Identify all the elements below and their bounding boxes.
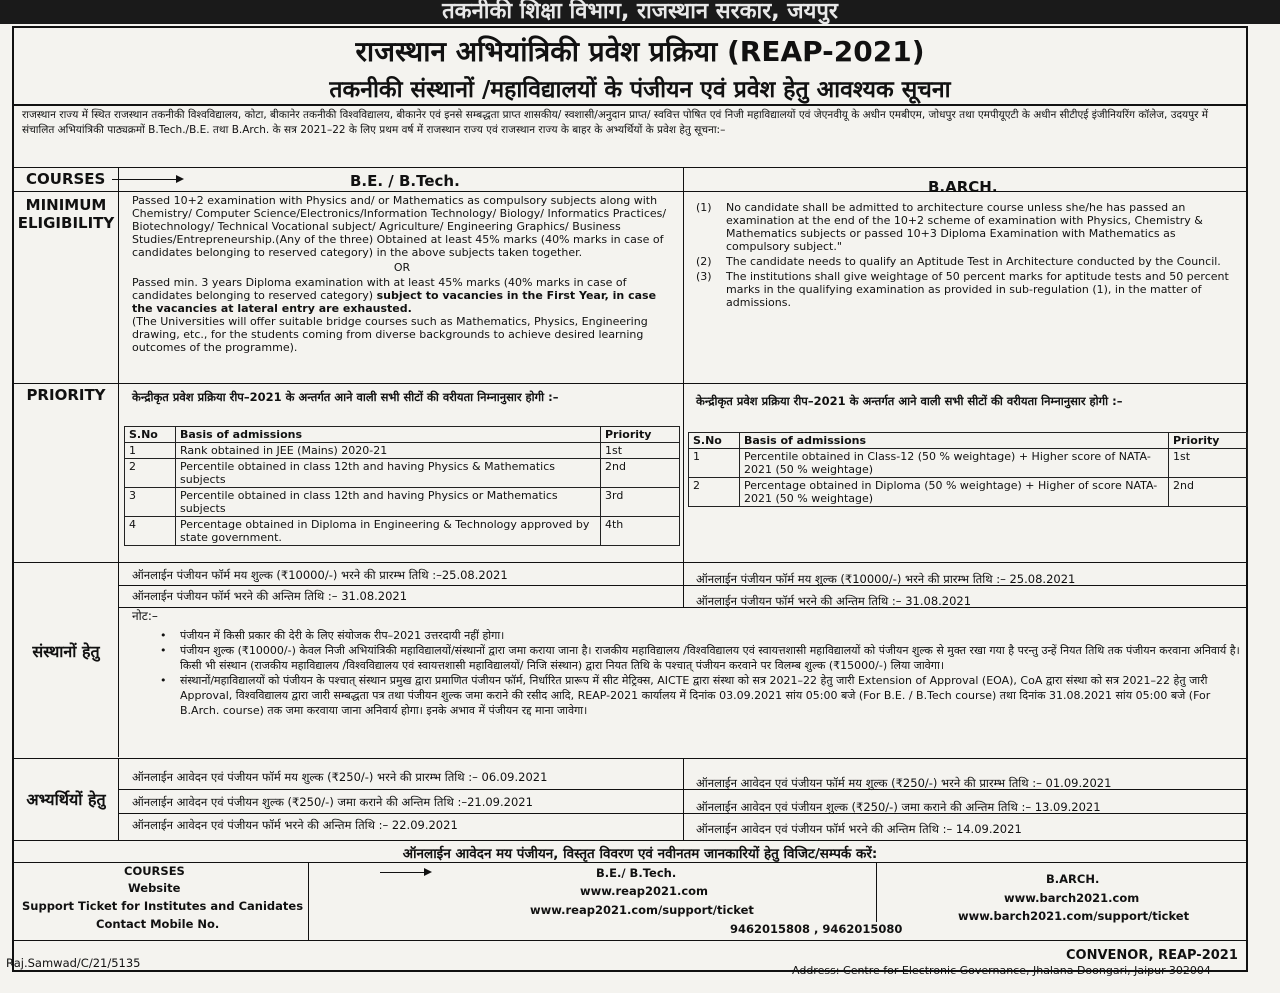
table-row	[689, 478, 1248, 507]
department-banner: तकनीकी शिक्षा विभाग, राजस्थान सरकार, जयपुर	[0, 0, 1280, 24]
contact-divider	[876, 862, 877, 922]
cell-basis: Percentage obtained in Diploma in Engineering & Technology approved by state government.	[176, 517, 601, 546]
table-row	[125, 459, 680, 488]
cell-sno: 2	[689, 478, 740, 507]
convenor-signature: CONVENOR, REAP-2021	[1066, 948, 1238, 963]
cand-btech-start: ऑनलाईन आवेदन एवं पंजीयन फॉर्म मय शुल्क (₹250/-) भरने की प्रारम्भ तिथि :– 06.09.2021	[132, 770, 548, 784]
cell-sno: 1	[125, 443, 176, 459]
row-divider	[12, 940, 1248, 941]
contact-website-label: Website	[128, 881, 181, 895]
row-divider	[12, 383, 1248, 384]
col-sno: S.No	[125, 427, 176, 443]
row-divider	[12, 167, 1248, 168]
row-divider	[12, 191, 1248, 192]
diploma-bold-text: subject to vacancies in the First Year, in case the vacancies at lateral entry are exhausted.	[132, 289, 657, 315]
table-row	[125, 443, 680, 459]
office-address: Address: Centre for Electronic Governance, Jhalana Doongari, Jaipur-302004	[792, 964, 1211, 977]
btech-column-header: B.E. / B.Tech.	[350, 172, 460, 190]
cand-barch-fee-end: ऑनलाईन आवेदन एवं पंजीयन शुल्क (₹250/-) जमा कराने की अन्तिम तिथि :– 13.09.2021	[696, 800, 1101, 814]
institute-notes	[160, 628, 1250, 718]
table-row	[689, 449, 1248, 478]
contact-divider	[308, 862, 309, 940]
list-item: • संस्थानों/महाविद्यालयों को पंजीयन के पश्चात् संस्थान प्रमुख द्वारा प्रमाणित पंजीयन फॉर्म, निर्धारित प्रारूप में सीट मेट्रिक्स, AICTE द्वारा संस्था को सत्र 2021–22 हेतु जारी Extension of Approval (EOA), CoA द्वारा संस्था को सत्र 2021–22 हेतु जारी Approval, विश्वविद्यालय द्वारा जारी सम्बद्धता पत्र तथा पंजीयन शुल्क जमा कराने की रसीद आदि, REAP-2021 कार्यालय में दिनांक 03.09.2021 सांय 05:00 बजे (For B.E. / B.Tech course) तथा दिनांक 31.08.2021 सांय 05:00 बजे (For B.Arch. course) तक जमा करवाया जाना अनिवार्य होगा। इनके अभाव में पंजीयन रद्द माना जावेगा।	[160, 673, 1250, 718]
cell-priority: 1st	[601, 443, 680, 459]
col-priority: Priority	[601, 427, 680, 443]
row-divider	[118, 813, 1248, 814]
note-text: पंजीयन शुल्क (₹10000/-) केवल निजी अभियांत्रिकी महाविद्यालयों/संस्थानों द्वारा जमा कराया जाना है। राजकीय महाविद्यालय /विश्वविद्यालय एवं स्वायत्तशासी महाविद्यालयों को पंजीयन शुल्क से मुक्त रखा गया है परन्तु उन्हें नियत तिथि तक पंजीयन करवाना अनिवार्य है। किसी भी संस्थान (राजकीय महाविद्यालय /विश्वविद्यालय एवं स्वायत्तशासी महाविद्यालयों/ निजि संस्थान) द्वारा नियत तिथि के पश्चात् पंजीयन करवाने पर विलम्ब शुल्क (₹15000/-) लिया जावेगा।	[180, 644, 1240, 672]
cell-priority: 3rd	[601, 488, 680, 517]
divider	[12, 104, 1248, 106]
cand-btech-form-end: ऑनलाईन आवेदन एवं पंजीयन फॉर्म भरने की अन्तिम तिथि :– 22.09.2021	[132, 818, 458, 832]
col-basis: Basis of admissions	[740, 433, 1169, 449]
barch-eligibility	[696, 201, 1242, 311]
list-text: No candidate shall be admitted to architecture course unless she/he has passed an examination at the end of the 10+2 scheme of examination with Physics, Chemistry & Mathematics subjects or passed 10+3 Diploma Examination with Mathematics as compulsory subject."	[726, 201, 1203, 253]
row-divider	[118, 789, 1248, 790]
cell-priority: 1st	[1169, 449, 1248, 478]
list-number: (3)	[696, 270, 712, 283]
barch-priority-intro: केन्द्रीकृत प्रवेश प्रक्रिया रीप–2021 के अन्तर्गत आने वाली सभी सीटों की वरीयता निम्नानुसार होगी :–	[696, 394, 1123, 408]
bridge-course-note: (The Universities will offer suitable bridge courses such as Mathematics, Physics, Engineering drawing, etc., for the students coming from diverse backgrounds to achieve desired learning outcomes of the programme).	[132, 315, 648, 354]
row-divider	[12, 562, 1248, 563]
cell-priority: 2nd	[601, 459, 680, 488]
btech-eligibility-12th: Passed 10+2 examination with Physics and/ or Mathematics as compulsory subjects along with Chemistry/ Computer Science/Electronics/Information Technology/ Biology/ Informatics Practices/ Biotechnology/ Technical Vocational subject/ Agriculture/ Engineering Graphics/ Business Studies/Entrepreneurship.(Any of the three) Obtained at least 45% marks (40% marks in case of candidates belonging to reserved category) in the above subjects taken together.	[132, 194, 667, 259]
cand-btech-fee-end: ऑनलाईन आवेदन एवं पंजीयन शुल्क (₹250/-) जमा कराने की अन्तिम तिथि :–21.09.2021	[132, 795, 533, 809]
priority-label: PRIORITY	[26, 386, 106, 404]
barch-column-header: B.ARCH.	[928, 178, 998, 196]
cell-sno: 3	[125, 488, 176, 517]
cell-basis: Percentage obtained in Diploma (50 % weightage) + Higher of score NATA-2021 (50 % weightage)	[740, 478, 1169, 507]
cell-basis: Percentile obtained in class 12th and having Physics or Mathematics subjects	[176, 488, 601, 517]
contact-mobile-label: Contact Mobile No.	[96, 917, 220, 931]
btech-website-link[interactable]: www.reap2021.com	[580, 884, 709, 898]
institutes-label: संस्थानों हेतु	[32, 642, 100, 661]
cell-priority: 2nd	[1169, 478, 1248, 507]
course-column-divider	[683, 758, 684, 840]
cell-basis: Percentile obtained in class 12th and having Physics & Mathematics subjects	[176, 459, 601, 488]
list-item: • पंजीयन शुल्क (₹10000/-) केवल निजी अभियांत्रिकी महाविद्यालयों/संस्थानों द्वारा जमा कराया जाना है। राजकीय महाविद्यालय /विश्वविद्यालय एवं स्वायत्तशासी महाविद्यालयों को पंजीयन शुल्क से मुक्त रखा गया है परन्तु उन्हें नियत तिथि तक पंजीयन करवाना अनिवार्य है। किसी भी संस्थान (राजकीय महाविद्यालय /विश्वविद्यालय एवं स्वायत्तशासी महाविद्यालयों/ निजि संस्थान) द्वारा नियत तिथि के पश्चात् पंजीयन करवाने पर विलम्ब शुल्क (₹15000/-) लिया जावेगा।	[160, 643, 1250, 673]
row-divider	[118, 585, 1248, 586]
cell-basis: Percentile obtained in Class-12 (50 % weightage) + Higher score of NATA-2021 (50 % weightage)	[740, 449, 1169, 478]
barch-website-link[interactable]: www.barch2021.com	[1004, 891, 1140, 905]
row-divider	[12, 840, 1248, 841]
eligibility-label: MINIMUM ELIGIBILITY	[17, 196, 115, 232]
inst-barch-end-date: ऑनलाईन पंजीयन फॉर्म भरने की अन्तिम तिथि :– 31.08.2021	[696, 594, 972, 608]
inst-barch-start-date: ऑनलाईन पंजीयन फॉर्म मय शुल्क (₹10000/-) भरने की प्रारम्भ तिथि :– 25.08.2021	[696, 572, 1076, 586]
eligibility-or: OR	[393, 261, 411, 274]
candidates-label: अभ्यर्थियों हेतु	[26, 790, 106, 809]
cell-sno: 4	[125, 517, 176, 546]
list-text: The candidate needs to qualify an Aptitude Test in Architecture conducted by the Council.	[726, 255, 1221, 268]
contact-btech-header: B.E./ B.Tech.	[596, 866, 677, 880]
notice-subtitle: तकनीकी संस्थानों /महाविद्यालयों के पंजीयन एवं प्रवेश हेतु आवश्यक सूचना	[329, 77, 951, 103]
col-basis: Basis of admissions	[176, 427, 601, 443]
btech-support-link[interactable]: www.reap2021.com/support/ticket	[530, 903, 754, 917]
arrow-icon	[112, 179, 182, 180]
row-divider	[118, 607, 1248, 608]
btech-priority-table	[124, 426, 680, 546]
inst-btech-start-date: ऑनलाईन पंजीयन फॉर्म मय शुल्क (₹10000/-) भरने की प्रारम्भ तिथि :–25.08.2021	[132, 568, 508, 582]
cell-priority: 4th	[601, 517, 680, 546]
cand-barch-form-end: ऑनलाईन आवेदन एवं पंजीयन फॉर्म भरने की अन्तिम तिथि :– 14.09.2021	[696, 822, 1022, 836]
btech-priority-intro: केन्द्रीकृत प्रवेश प्रक्रिया रीप–2021 के अन्तर्गत आने वाली सभी सीटों की वरीयता निम्नानुसार होगी :–	[132, 390, 559, 404]
cell-basis: Rank obtained in JEE (Mains) 2020-21	[176, 443, 601, 459]
notice-title: राजस्थान अभियांत्रिकी प्रवेश प्रक्रिया (REAP-2021)	[355, 35, 925, 68]
contact-courses-label: COURSES	[124, 864, 185, 878]
list-number: (2)	[696, 255, 712, 268]
list-text: The institutions shall give weightage of 50 percent marks for aptitude tests and 50 percent marks in the qualifying examination as provided in sub-regulation (1), in the matter of admissions.	[726, 270, 1229, 309]
row-divider	[12, 758, 1248, 759]
row-divider	[12, 862, 1248, 863]
list-number: (1)	[696, 201, 712, 214]
table-row	[125, 517, 680, 546]
btech-eligibility	[132, 194, 672, 354]
note-text: संस्थानों/महाविद्यालयों को पंजीयन के पश्चात् संस्थान प्रमुख द्वारा प्रमाणित पंजीयन फॉर्म, निर्धारित प्रारूप में सीट मेट्रिक्स, AICTE द्वारा संस्था को सत्र 2021–22 हेतु जारी Extension of Approval (EOA), CoA द्वारा संस्था को सत्र 2021–22 हेतु जारी Approval, विश्वविद्यालय द्वारा जारी सम्बद्धता पत्र तथा पंजीयन शुल्क जमा कराने की रसीद आदि, REAP-2021 कार्यालय में दिनांक 03.09.2021 सांय 05:00 बजे (For B.E. / B.Tech course) तथा दिनांक 31.08.2021 सांय 05:00 बजे (For B.Arch. course) तक जमा करवाया जाना अनिवार्य होगा। इनके अभाव में पंजीयन रद्द माना जावेगा।	[180, 674, 1211, 717]
barch-priority-table	[688, 432, 1248, 507]
note-label: नोट:–	[132, 609, 158, 623]
contact-heading: ऑनलाईन आवेदन मय पंजीयन, विस्तृत विवरण एवं नवीनतम जानकारियों हेतु विजिट/सम्पर्क करें:	[402, 846, 878, 862]
inst-btech-end-date: ऑनलाईन पंजीयन फॉर्म भरने की अन्तिम तिथि :– 31.08.2021	[132, 589, 408, 603]
arrow-icon	[380, 872, 430, 873]
cell-sno: 1	[689, 449, 740, 478]
barch-support-link[interactable]: www.barch2021.com/support/ticket	[958, 909, 1190, 923]
list-item	[696, 255, 1242, 268]
col-sno: S.No	[689, 433, 740, 449]
cell-sno: 2	[125, 459, 176, 488]
courses-header: COURSES	[26, 170, 106, 188]
contact-barch-header: B.ARCH.	[1046, 872, 1100, 886]
contact-mobile-numbers: 9462015808 , 9462015080	[730, 922, 903, 936]
list-item: • पंजीयन में किसी प्रकार की देरी के लिए संयोजक रीप–2021 उत्तरदायी नहीं होगा।	[160, 628, 1250, 643]
contact-support-label: Support Ticket for Institutes and Canidates	[22, 899, 304, 913]
course-column-divider	[683, 167, 684, 607]
btech-eligibility-diploma	[132, 276, 672, 315]
note-text: पंजीयन में किसी प्रकार की देरी के लिए संयोजक रीप–2021 उत्तरदायी नहीं होगा।	[180, 629, 505, 642]
label-column-divider	[118, 167, 119, 757]
col-priority: Priority	[1169, 433, 1248, 449]
list-item	[696, 270, 1242, 309]
diploma-text: Passed min. 3 years Diploma examination with at least 45% marks (40% marks in case of candidates belonging to reserved category)	[132, 276, 627, 302]
publication-code: Raj.Samwad/C/21/5135	[6, 956, 141, 970]
table-row	[125, 488, 680, 517]
intro-paragraph: राजस्थान राज्य में स्थित राजस्थान तकनीकी विश्वविद्यालय, कोटा, बीकानेर तकनीकी विश्वविद्यालय, बीकानेर एवं इनसे सम्बद्धता प्राप्त शासकीय/ स्वशासी/अनुदान प्राप्त/ स्ववित्त पोषित एवं निजी महाविद्यालयों एवं जेएनवीयू के अधीन एमबीएम, जोधपुर तथा एमपीयूएटी के अधीन सीटीएई इंजीनियरिंग कॉलेज, उदयपुर में संचालित अभियांत्रिकी पाठ्यक्रमों B.Tech./B.E. तथा B.Arch. के सत्र 2021–22 के लिए प्रथम वर्ष में राजस्थान राज्य एवं राजस्थान राज्य के बाहर के अभ्यर्थियों के प्रवेश हेतु सूचना:–	[22, 109, 1209, 136]
list-item	[696, 201, 1242, 253]
cand-barch-start: ऑनलाईन आवेदन एवं पंजीयन फॉर्म मय शुल्क (₹250/-) भरने की प्रारम्भ तिथि :– 01.09.2021	[696, 776, 1112, 790]
